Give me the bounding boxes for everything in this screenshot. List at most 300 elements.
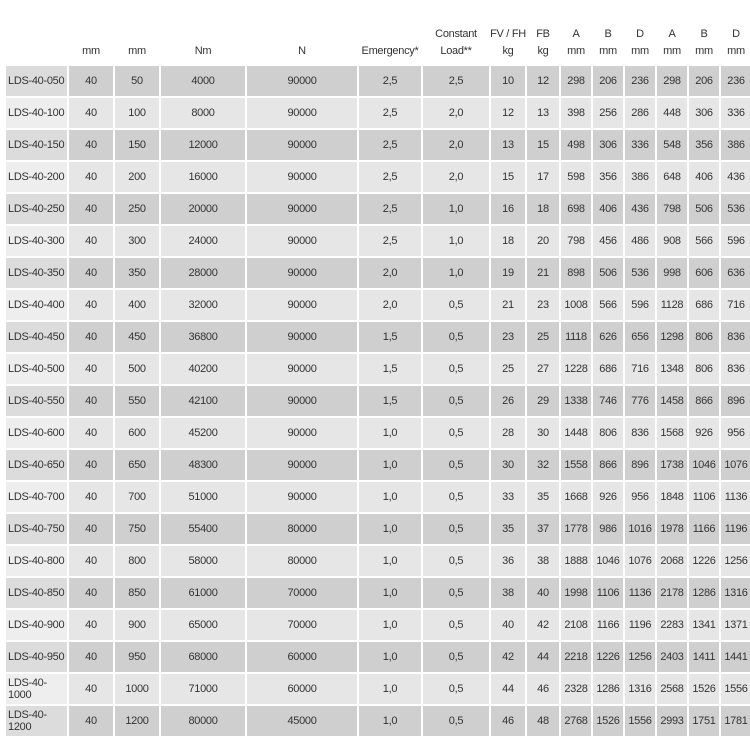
- table-cell: 1016: [624, 513, 656, 545]
- column-header-label: A: [668, 28, 676, 40]
- table-cell: 2,5: [358, 97, 422, 129]
- table-cell: 1166: [688, 513, 720, 545]
- table-cell: 80000: [246, 545, 358, 577]
- column-header: [592, 4, 624, 65]
- column-header-label: B: [604, 28, 612, 40]
- column-header-label: mm: [82, 45, 100, 57]
- table-cell: 1046: [688, 449, 720, 481]
- column-header-unit: kg: [537, 45, 549, 57]
- table-cell: 8000: [160, 97, 246, 129]
- table-cell: 23: [490, 321, 526, 353]
- table-cell: 2283: [656, 609, 688, 641]
- table-cell: 40: [68, 289, 114, 321]
- table-cell: 1,0: [358, 481, 422, 513]
- column-header-label: D: [636, 28, 644, 40]
- table-cell: 40: [68, 385, 114, 417]
- table-row: [6, 193, 750, 225]
- table-cell: 35: [490, 513, 526, 545]
- table-cell: 896: [624, 449, 656, 481]
- table-cell: 236: [720, 65, 750, 97]
- table-cell: 386: [720, 129, 750, 161]
- table-cell: 2,5: [358, 65, 422, 97]
- table-cell: 1,0: [422, 193, 490, 225]
- table-cell: 1226: [592, 641, 624, 673]
- table-cell: 908: [656, 225, 688, 257]
- model-cell: LDS-40-100: [6, 97, 68, 129]
- table-cell: 406: [688, 161, 720, 193]
- column-header-label: mm: [128, 45, 146, 57]
- table-cell: 0,5: [422, 417, 490, 449]
- table-cell: 90000: [246, 481, 358, 513]
- column-header-label: B: [700, 28, 708, 40]
- table-cell: 2568: [656, 673, 688, 705]
- table-cell: 206: [592, 65, 624, 97]
- table-cell: 40: [68, 257, 114, 289]
- table-cell: 2218: [560, 641, 592, 673]
- table-cell: 90000: [246, 353, 358, 385]
- table-row: [6, 385, 750, 417]
- table-cell: 55400: [160, 513, 246, 545]
- column-header: [358, 4, 422, 65]
- table-cell: 35: [526, 481, 560, 513]
- table-cell: 626: [592, 321, 624, 353]
- table-cell: 40: [68, 193, 114, 225]
- model-cell: LDS-40-900: [6, 609, 68, 641]
- table-cell: 29: [526, 385, 560, 417]
- table-row: [6, 97, 750, 129]
- table-cell: 70000: [246, 609, 358, 641]
- table-cell: 998: [656, 257, 688, 289]
- table-cell: 1076: [624, 545, 656, 577]
- table-cell: 1888: [560, 545, 592, 577]
- table-cell: 806: [688, 353, 720, 385]
- table-row: [6, 449, 750, 481]
- column-header-unit: mm: [695, 45, 713, 57]
- table-cell: 1298: [656, 321, 688, 353]
- table-cell: 436: [720, 161, 750, 193]
- table-cell: 306: [592, 129, 624, 161]
- table-cell: 716: [624, 353, 656, 385]
- table-cell: 900: [114, 609, 160, 641]
- table-cell: 30: [526, 417, 560, 449]
- table-cell: 1,0: [422, 225, 490, 257]
- table-cell: 36800: [160, 321, 246, 353]
- table-cell: 700: [114, 481, 160, 513]
- model-cell: LDS-40-200: [6, 161, 68, 193]
- table-cell: 1411: [688, 641, 720, 673]
- table-cell: 28: [490, 417, 526, 449]
- table-cell: 80000: [160, 705, 246, 736]
- table-cell: 1,5: [358, 321, 422, 353]
- table-cell: 1106: [688, 481, 720, 513]
- model-cell: LDS-40-450: [6, 321, 68, 353]
- table-cell: 566: [688, 225, 720, 257]
- table-cell: 26: [490, 385, 526, 417]
- table-cell: 1348: [656, 353, 688, 385]
- table-cell: 46: [490, 705, 526, 736]
- table-cell: 16: [490, 193, 526, 225]
- table-cell: 40: [68, 449, 114, 481]
- column-header-unit: mm: [599, 45, 617, 57]
- table-cell: 2,0: [358, 289, 422, 321]
- table-cell: 60000: [246, 673, 358, 705]
- table-cell: 40: [526, 577, 560, 609]
- table-cell: 1106: [592, 577, 624, 609]
- table-cell: 0,5: [422, 609, 490, 641]
- table-cell: 506: [592, 257, 624, 289]
- model-cell: LDS-40-650: [6, 449, 68, 481]
- column-header-unit: mm: [663, 45, 681, 57]
- column-header-label: Nm: [194, 45, 212, 57]
- table-cell: 1136: [624, 577, 656, 609]
- table-cell: 2,5: [358, 161, 422, 193]
- table-cell: 38: [526, 545, 560, 577]
- column-header: [68, 4, 114, 65]
- column-header-label: N: [298, 45, 306, 57]
- table-cell: 20000: [160, 193, 246, 225]
- table-cell: 1,0: [358, 609, 422, 641]
- table-row: [6, 257, 750, 289]
- table-cell: 0,5: [422, 545, 490, 577]
- column-header-unit: mm: [631, 45, 649, 57]
- table-cell: 2993: [656, 705, 688, 736]
- table-cell: 1286: [592, 673, 624, 705]
- table-cell: 400: [114, 289, 160, 321]
- table-cell: 58000: [160, 545, 246, 577]
- column-header: [720, 4, 750, 65]
- table-cell: 2,5: [422, 65, 490, 97]
- table-cell: 336: [720, 97, 750, 129]
- table-cell: 686: [592, 353, 624, 385]
- table-cell: 18: [526, 193, 560, 225]
- table-cell: 15: [490, 161, 526, 193]
- table-cell: 90000: [246, 129, 358, 161]
- table-cell: 596: [624, 289, 656, 321]
- model-cell: LDS-40-400: [6, 289, 68, 321]
- table-cell: 650: [114, 449, 160, 481]
- table-cell: 298: [656, 65, 688, 97]
- table-cell: 2,5: [358, 225, 422, 257]
- table-cell: 60000: [246, 641, 358, 673]
- table-cell: 15: [526, 129, 560, 161]
- table-cell: 28000: [160, 257, 246, 289]
- table-cell: 1,0: [358, 705, 422, 736]
- table-cell: 436: [624, 193, 656, 225]
- table-cell: 38: [490, 577, 526, 609]
- table-cell: 486: [624, 225, 656, 257]
- model-cell: LDS-40-800: [6, 545, 68, 577]
- column-header: [6, 4, 68, 65]
- table-cell: 2,0: [422, 161, 490, 193]
- table-cell: 1526: [592, 705, 624, 736]
- table-cell: 12: [526, 65, 560, 97]
- table-cell: 40: [68, 321, 114, 353]
- table-cell: 656: [624, 321, 656, 353]
- column-header: [526, 4, 560, 65]
- table-cell: 40: [68, 577, 114, 609]
- table-cell: 2403: [656, 641, 688, 673]
- table-cell: 926: [688, 417, 720, 449]
- table-cell: 36: [490, 545, 526, 577]
- table-cell: 16000: [160, 161, 246, 193]
- table-cell: 40: [68, 129, 114, 161]
- table-cell: 0,5: [422, 289, 490, 321]
- table-cell: 0,5: [422, 577, 490, 609]
- table-cell: 1,0: [358, 513, 422, 545]
- table-cell: 1076: [720, 449, 750, 481]
- table-cell: 68000: [160, 641, 246, 673]
- model-cell: LDS-40-250: [6, 193, 68, 225]
- table-cell: 550: [114, 385, 160, 417]
- table-cell: 548: [656, 129, 688, 161]
- table-cell: 2768: [560, 705, 592, 736]
- table-cell: 716: [720, 289, 750, 321]
- table-cell: 300: [114, 225, 160, 257]
- table-cell: 356: [688, 129, 720, 161]
- table-row: [6, 673, 750, 705]
- table-cell: 25: [526, 321, 560, 353]
- column-header-unit: mm: [567, 45, 585, 57]
- table-cell: 90000: [246, 449, 358, 481]
- table-cell: 956: [624, 481, 656, 513]
- table-cell: 1256: [720, 545, 750, 577]
- table-cell: 566: [592, 289, 624, 321]
- model-cell: LDS-40-700: [6, 481, 68, 513]
- column-header-unit: kg: [502, 45, 514, 57]
- table-cell: 698: [560, 193, 592, 225]
- column-header-label: Emergency*: [361, 45, 419, 57]
- table-cell: 1556: [720, 673, 750, 705]
- model-cell: LDS-40-950: [6, 641, 68, 673]
- table-cell: 1558: [560, 449, 592, 481]
- table-cell: 836: [720, 353, 750, 385]
- table-cell: 51000: [160, 481, 246, 513]
- table-cell: 40: [68, 705, 114, 736]
- column-header-label: FV / FH: [490, 28, 526, 40]
- table-cell: 80000: [246, 513, 358, 545]
- table-row: [6, 417, 750, 449]
- table-cell: 1196: [720, 513, 750, 545]
- table-cell: 4000: [160, 65, 246, 97]
- table-cell: 636: [720, 257, 750, 289]
- table-cell: 350: [114, 257, 160, 289]
- spec-table: [6, 4, 750, 736]
- table-cell: 1,0: [358, 641, 422, 673]
- table-row: [6, 161, 750, 193]
- table-row: [6, 481, 750, 513]
- table-cell: 1668: [560, 481, 592, 513]
- table-cell: 70000: [246, 577, 358, 609]
- table-row: [6, 705, 750, 736]
- table-cell: 40: [68, 65, 114, 97]
- table-cell: 1526: [688, 673, 720, 705]
- table-cell: 1166: [592, 609, 624, 641]
- table-cell: 19: [490, 257, 526, 289]
- column-header: [560, 4, 592, 65]
- table-cell: 1338: [560, 385, 592, 417]
- table-cell: 1316: [624, 673, 656, 705]
- table-cell: 1,5: [358, 385, 422, 417]
- table-cell: 90000: [246, 321, 358, 353]
- table-cell: 44: [526, 641, 560, 673]
- table-cell: 298: [560, 65, 592, 97]
- table-cell: 32: [526, 449, 560, 481]
- model-cell: LDS-40-1000: [6, 673, 68, 705]
- table-cell: 90000: [246, 257, 358, 289]
- table-cell: 0,5: [422, 353, 490, 385]
- table-cell: 0,5: [422, 513, 490, 545]
- table-cell: 1751: [688, 705, 720, 736]
- table-cell: 498: [560, 129, 592, 161]
- table-cell: 27: [526, 353, 560, 385]
- table-cell: 456: [592, 225, 624, 257]
- table-cell: 648: [656, 161, 688, 193]
- table-cell: 536: [624, 257, 656, 289]
- model-cell: LDS-40-600: [6, 417, 68, 449]
- table-cell: 950: [114, 641, 160, 673]
- column-header: [688, 4, 720, 65]
- table-cell: 1556: [624, 705, 656, 736]
- table-cell: 2,0: [358, 257, 422, 289]
- table-cell: 406: [592, 193, 624, 225]
- table-cell: 506: [688, 193, 720, 225]
- table-cell: 40: [68, 641, 114, 673]
- table-cell: 750: [114, 513, 160, 545]
- table-cell: 1458: [656, 385, 688, 417]
- model-cell: LDS-40-550: [6, 385, 68, 417]
- table-cell: 1568: [656, 417, 688, 449]
- model-cell: LDS-40-300: [6, 225, 68, 257]
- table-cell: 90000: [246, 289, 358, 321]
- table-cell: 40: [68, 513, 114, 545]
- table-cell: 0,5: [422, 641, 490, 673]
- column-header-label: Constant Load**: [435, 28, 477, 57]
- table-cell: 2,0: [422, 129, 490, 161]
- table-cell: 21: [490, 289, 526, 321]
- table-cell: 40: [68, 417, 114, 449]
- table-cell: 1341: [688, 609, 720, 641]
- column-header: [656, 4, 688, 65]
- table-cell: 48: [526, 705, 560, 736]
- table-cell: 90000: [246, 225, 358, 257]
- table-cell: 2328: [560, 673, 592, 705]
- table-cell: 61000: [160, 577, 246, 609]
- table-cell: 1256: [624, 641, 656, 673]
- table-row: [6, 641, 750, 673]
- table-cell: 836: [720, 321, 750, 353]
- table-cell: 866: [688, 385, 720, 417]
- table-cell: 1441: [720, 641, 750, 673]
- table-cell: 806: [688, 321, 720, 353]
- table-cell: 200: [114, 161, 160, 193]
- table-cell: 0,5: [422, 705, 490, 736]
- column-header: [422, 4, 490, 65]
- table-cell: 1371: [720, 609, 750, 641]
- table-cell: 1196: [624, 609, 656, 641]
- table-cell: 398: [560, 97, 592, 129]
- table-cell: 2068: [656, 545, 688, 577]
- table-cell: 256: [592, 97, 624, 129]
- table-cell: 12: [490, 97, 526, 129]
- table-cell: 806: [592, 417, 624, 449]
- table-cell: 46: [526, 673, 560, 705]
- table-cell: 45000: [246, 705, 358, 736]
- column-header-label: FB: [536, 28, 550, 40]
- table-cell: 45200: [160, 417, 246, 449]
- table-cell: 10: [490, 65, 526, 97]
- table-cell: 13: [526, 97, 560, 129]
- table-row: [6, 577, 750, 609]
- column-header: [160, 4, 246, 65]
- table-cell: 448: [656, 97, 688, 129]
- table-row: [6, 353, 750, 385]
- table-cell: 2,0: [422, 97, 490, 129]
- table-cell: 1,0: [358, 577, 422, 609]
- table-cell: 21: [526, 257, 560, 289]
- table-cell: 90000: [246, 417, 358, 449]
- table-cell: 1,0: [358, 673, 422, 705]
- table-cell: 850: [114, 577, 160, 609]
- table-cell: 206: [688, 65, 720, 97]
- table-cell: 0,5: [422, 481, 490, 513]
- table-cell: 2178: [656, 577, 688, 609]
- table-cell: 250: [114, 193, 160, 225]
- table-cell: 2,5: [358, 193, 422, 225]
- table-cell: 1200: [114, 705, 160, 736]
- column-header: [490, 4, 526, 65]
- table-cell: 1316: [720, 577, 750, 609]
- model-cell: LDS-40-850: [6, 577, 68, 609]
- table-row: [6, 513, 750, 545]
- table-cell: 40200: [160, 353, 246, 385]
- table-cell: 686: [688, 289, 720, 321]
- table-cell: 500: [114, 353, 160, 385]
- column-header: [114, 4, 160, 65]
- table-cell: 13: [490, 129, 526, 161]
- table-cell: 1136: [720, 481, 750, 513]
- table-cell: 1778: [560, 513, 592, 545]
- table-cell: 0,5: [422, 449, 490, 481]
- model-cell: LDS-40-150: [6, 129, 68, 161]
- table-cell: 286: [624, 97, 656, 129]
- table-cell: 37: [526, 513, 560, 545]
- table-cell: 90000: [246, 193, 358, 225]
- table-cell: 898: [560, 257, 592, 289]
- column-header-label: A: [572, 28, 580, 40]
- table-cell: 33: [490, 481, 526, 513]
- table-cell: 40: [68, 225, 114, 257]
- table-cell: 40: [68, 161, 114, 193]
- table-row: [6, 545, 750, 577]
- column-header-label: D: [732, 28, 740, 40]
- table-row: [6, 225, 750, 257]
- model-cell: LDS-40-1200: [6, 705, 68, 736]
- table-cell: 42100: [160, 385, 246, 417]
- model-cell: LDS-40-750: [6, 513, 68, 545]
- table-cell: 1781: [720, 705, 750, 736]
- table-cell: 90000: [246, 65, 358, 97]
- table-cell: 0,5: [422, 673, 490, 705]
- table-cell: 150: [114, 129, 160, 161]
- table-cell: 1448: [560, 417, 592, 449]
- table-cell: 386: [624, 161, 656, 193]
- table-row: [6, 289, 750, 321]
- model-cell: LDS-40-500: [6, 353, 68, 385]
- table-cell: 1,0: [358, 449, 422, 481]
- table-cell: 1226: [688, 545, 720, 577]
- table-cell: 596: [720, 225, 750, 257]
- table-cell: 24000: [160, 225, 246, 257]
